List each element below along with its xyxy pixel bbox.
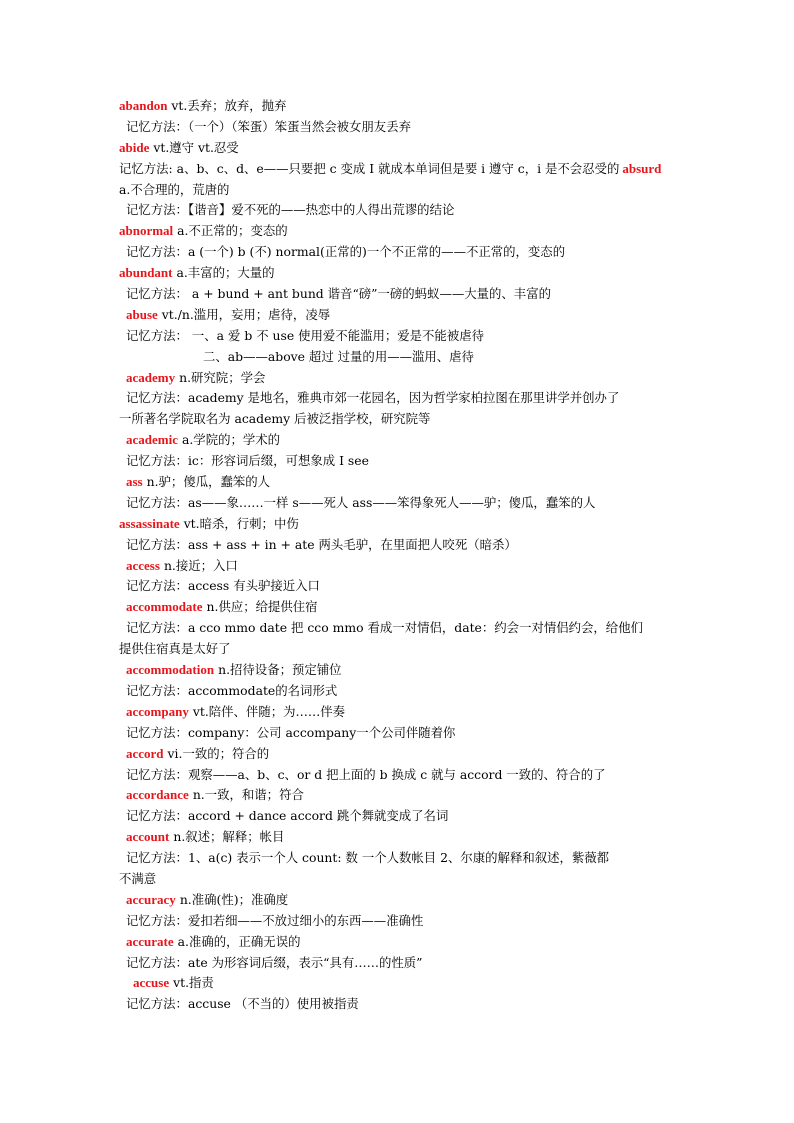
definition: n.叙述；解释；帐目 (173, 829, 285, 845)
memory-method-line (119, 869, 679, 890)
definition: a.丰富的；大量的 (176, 265, 275, 281)
entry-headword-line (119, 221, 679, 242)
headword: accordance (126, 787, 189, 803)
headword: academy (126, 369, 176, 385)
line-text: 不满意 (119, 870, 157, 886)
definition: vt./n.滥用，妄用；虐待，凌辱 (161, 306, 331, 322)
headword: abandon (119, 98, 168, 113)
entry-headword-line (119, 263, 679, 284)
line-text: 记忆方法：ate 为形容词后缀，表示“具有……的性质” (126, 954, 423, 970)
memory-method-line (119, 535, 679, 556)
memory-method-line (119, 242, 679, 263)
entry-headword-line (119, 890, 679, 911)
headword: academic (126, 432, 178, 448)
line-text: 记忆方法：观察——a、b、c、or d 把上面的 b 换成 c 就与 accord 一致的、符合的了 (126, 766, 606, 782)
definition: n.研究院；学会 (179, 369, 266, 385)
definition: vt.遵守 vt.忍受 (153, 139, 239, 155)
entry-headword-line (119, 514, 679, 535)
memory-method-line (119, 159, 679, 180)
headword: ass (126, 474, 143, 490)
memory-method-line (119, 576, 679, 597)
line-text: 提供住宿真是太好了 (119, 641, 231, 657)
entry-headword-line (119, 785, 679, 806)
line-text: 记忆方法：accord + dance accord 跳个舞就变成了名词 (126, 808, 449, 824)
line-text: 记忆方法：company：公司 accompany一个公司伴随着你 (126, 724, 456, 740)
line-text: 记忆方法：（一个）（笨蛋）笨蛋当然会被女朋友丢弃 (126, 118, 411, 134)
entry-headword-line (119, 96, 679, 117)
entry-headword-line (119, 430, 679, 451)
entry-headword-line (119, 138, 679, 159)
memory-method-line (119, 911, 679, 932)
entry-headword-line (119, 556, 679, 577)
definition: a.学院的；学术的 (181, 432, 281, 448)
entry-headword-line (119, 368, 679, 389)
memory-method-line (119, 618, 679, 639)
line-text: a.不合理的，荒唐的 (119, 181, 230, 197)
line-text: 记忆方法：ic：形容词后缀，可想象成 I see (126, 453, 369, 469)
entry-headword-line (119, 744, 679, 765)
line-text: 记忆方法：accuse （不当的）使用被指责 (126, 996, 359, 1012)
headword: abnormal (119, 223, 174, 239)
memory-method-line (119, 806, 679, 827)
memory-method-line (119, 493, 679, 514)
headword: assassinate (119, 515, 180, 531)
headword: accord (126, 745, 164, 761)
definition: n.一致，和谐；符合 (192, 787, 304, 803)
memory-method-line (119, 388, 679, 409)
definition: a.准确的，正确无误的 (177, 933, 301, 949)
line-text: 记忆方法：accommodate的名词形式 (126, 682, 338, 698)
memory-method-line (119, 848, 679, 869)
line-text: 一所著名学院取名为 academy 后被泛指学校，研究院等 (119, 411, 431, 427)
headword: accompany (126, 703, 189, 719)
entry-headword-line (119, 305, 679, 326)
line-text: 记忆方法：academy 是地名，雅典市郊一花园名，因为哲学家柏拉图在那里讲学并创办了 (126, 390, 620, 406)
memory-method-line (119, 117, 679, 138)
entry-headword-line (119, 702, 679, 723)
memory-method-line (119, 284, 679, 305)
definition: n.准确(性)；准确度 (179, 891, 289, 907)
memory-method-line (119, 765, 679, 786)
entry-headword-line (119, 597, 679, 618)
line-text: 二、ab——above 超过 过量的用——滥用、虐待 (203, 348, 474, 364)
memory-method-line (119, 326, 679, 347)
definition: n.接近；入口 (163, 557, 238, 573)
headword: accurate (126, 933, 174, 949)
line-text: 记忆方法：ass + ass + in + ate 两头毛驴，在里面把人咬死（暗杀） (126, 536, 517, 552)
definition: vt.丢弃；放弃，抛弃 (171, 98, 287, 113)
definition: a.不正常的；变态的 (177, 223, 288, 239)
definition: n.驴；傻瓜，蠢笨的人 (146, 474, 271, 490)
headword: accuracy (126, 891, 176, 907)
memory-method-line (119, 639, 679, 660)
line-text: 记忆方法： a + bund + ant bund 谐音“磅”一磅的蚂蚁——大量的、丰富的 (126, 286, 551, 302)
memory-method-line (119, 451, 679, 472)
headword: accommodation (126, 662, 215, 678)
entry-headword-line (119, 973, 679, 994)
headword: accuse (133, 975, 170, 991)
line-text: 记忆方法: a、b、c、d、e——只要把 c 变成 I 就成本单词但是要 i 遵守 c，i 是不会忍受的 (119, 160, 620, 176)
vocabulary-page (119, 96, 679, 1015)
memory-method-line (119, 681, 679, 702)
line-text: 记忆方法： 一、a 爱 b 不 use 使用爱不能滥用；爱是不能被虐待 (126, 327, 484, 343)
headword: absurd (622, 160, 662, 176)
entry-headword-line (119, 827, 679, 848)
definition: vi.一致的；符合的 (167, 745, 270, 761)
headword: abuse (126, 306, 158, 322)
definition: n.招待设备；预定铺位 (218, 662, 342, 678)
memory-method-line (119, 953, 679, 974)
line-text: 记忆方法：【谐音】爱不死的——热恋中的人得出荒谬的结论 (126, 202, 455, 218)
definition: vt.陪伴、伴随；为……伴奏 (192, 703, 346, 719)
memory-method-line (119, 723, 679, 744)
memory-method-line (119, 994, 679, 1015)
definition: vt.暗杀，行刺；中伤 (183, 515, 299, 531)
headword: accommodate (126, 599, 203, 615)
line-text: 记忆方法：a (一个) b (不) normal(正常的)一个不正常的——不正常的，变态的 (126, 244, 566, 260)
headword: abundant (119, 265, 173, 281)
line-text: 记忆方法：access 有头驴接近入口 (126, 578, 320, 594)
line-text: 记忆方法：爱扣若细——不放过细小的东西——准确性 (126, 912, 424, 928)
line-text: 记忆方法：a cco mmo date 把 cco mmo 看成一对情侣，date：约会一对情侣约会，给他们 (126, 620, 643, 636)
definition: vt.指责 (173, 975, 214, 991)
headword: account (126, 829, 170, 845)
entry-headword-line (119, 932, 679, 953)
memory-method-line (119, 200, 679, 221)
line-text: 记忆方法：1、a(c) 表示一个人 count: 数 一个人数帐目 2、尔康的解释和叙述，紫薇都 (126, 850, 610, 866)
headword: abide (119, 139, 150, 155)
memory-method-line (119, 409, 679, 430)
memory-method-line (119, 180, 679, 201)
definition: n.供应；给提供住宿 (206, 599, 318, 615)
memory-method-line (119, 347, 679, 368)
line-text: 记忆方法：as——象……一样 s——死人 ass——笨得象死人——驴；傻瓜，蠢笨的人 (126, 494, 596, 510)
headword: access (126, 557, 160, 573)
entry-headword-line (119, 472, 679, 493)
entry-headword-line (119, 660, 679, 681)
